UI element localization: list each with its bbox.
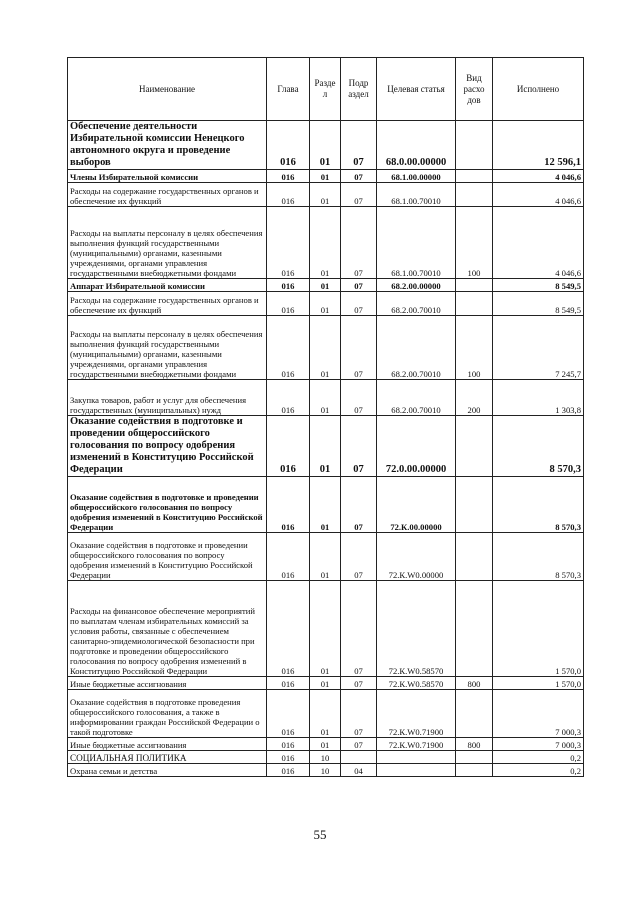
- row-glava: 016: [267, 121, 310, 170]
- row-razdel: 01: [310, 477, 341, 533]
- row-podrazdel: 07: [341, 738, 377, 751]
- row-podrazdel: 07: [341, 170, 377, 183]
- row-amount: 8 549,5: [493, 292, 584, 316]
- row-vid: [456, 533, 493, 581]
- row-razdel: 10: [310, 764, 341, 777]
- row-name: Охрана семьи и детства: [68, 764, 267, 777]
- row-glava: 016: [267, 533, 310, 581]
- row-podrazdel: 07: [341, 533, 377, 581]
- row-razdel: 01: [310, 316, 341, 380]
- row-vid: [456, 279, 493, 292]
- row-amount: 0,2: [493, 751, 584, 764]
- budget-table-sheet: [67, 57, 583, 777]
- row-razdel: 01: [310, 121, 341, 170]
- row-podrazdel: 07: [341, 316, 377, 380]
- row-target: 72.К.W0.00000: [377, 533, 456, 581]
- row-vid: 200: [456, 380, 493, 416]
- row-glava: 016: [267, 279, 310, 292]
- header-glava: Глава: [267, 58, 310, 121]
- row-amount: 8 570,3: [493, 477, 584, 533]
- row-name: Обеспечение деятельности Избирательной комиссии Ненецкого автономного округа и проведение выборов: [68, 121, 267, 170]
- row-razdel: 01: [310, 292, 341, 316]
- row-glava: 016: [267, 581, 310, 677]
- table-row: [68, 170, 584, 183]
- row-target: 68.2.00.70010: [377, 292, 456, 316]
- row-name: Оказание содействия в подготовке и проведении общероссийского голосования по вопросу одобрения изменений в Конституцию Российской Федерации: [68, 533, 267, 581]
- header-razdel: Разде л: [310, 58, 341, 121]
- row-name: Расходы на содержание государственных органов и обеспечение их функций: [68, 183, 267, 207]
- table-row: [68, 477, 584, 533]
- row-target: 68.2.00.00000: [377, 279, 456, 292]
- header-done: Исполнено: [493, 58, 584, 121]
- row-glava: 016: [267, 738, 310, 751]
- row-razdel: 01: [310, 581, 341, 677]
- row-target: 72.К.W0.71900: [377, 690, 456, 738]
- header-podrazdel: Подр аздел: [341, 58, 377, 121]
- table-row: [68, 677, 584, 690]
- row-target: 68.0.00.00000: [377, 121, 456, 170]
- row-vid: [456, 416, 493, 477]
- row-podrazdel: 07: [341, 581, 377, 677]
- row-target: 68.1.00.70010: [377, 207, 456, 279]
- table-row: [68, 738, 584, 751]
- table-row: [68, 121, 584, 170]
- row-target: 72.0.00.00000: [377, 416, 456, 477]
- table-row: [68, 581, 584, 677]
- row-amount: 12 596,1: [493, 121, 584, 170]
- row-amount: 4 046,6: [493, 183, 584, 207]
- row-vid: 800: [456, 738, 493, 751]
- row-glava: 016: [267, 183, 310, 207]
- row-podrazdel: 07: [341, 292, 377, 316]
- row-amount: 8 549,5: [493, 279, 584, 292]
- row-target: 68.1.00.70010: [377, 183, 456, 207]
- row-glava: 016: [267, 477, 310, 533]
- table-row: [68, 380, 584, 416]
- row-glava: 016: [267, 690, 310, 738]
- row-name: Закупка товаров, работ и услуг для обеспечения государственных (муниципальных) нужд: [68, 380, 267, 416]
- row-glava: 016: [267, 316, 310, 380]
- row-target: [377, 751, 456, 764]
- table-header-row: [68, 58, 584, 121]
- row-name: Члены Избирательной комиссии: [68, 170, 267, 183]
- table-row: [68, 764, 584, 777]
- budget-table: [67, 57, 584, 777]
- row-target: 72.К.W0.71900: [377, 738, 456, 751]
- table-row: [68, 292, 584, 316]
- row-amount: 8 570,3: [493, 533, 584, 581]
- row-vid: 800: [456, 677, 493, 690]
- row-razdel: 01: [310, 207, 341, 279]
- row-glava: 016: [267, 764, 310, 777]
- row-target: 72.К.W0.58570: [377, 581, 456, 677]
- header-vid: Вид расхо дов: [456, 58, 493, 121]
- row-razdel: 10: [310, 751, 341, 764]
- row-name: Расходы на выплаты персоналу в целях обеспечения выполнения функций государственными (муниципальными) органами, казенными учреждениями, органами управления государственными внебюджетными фондами: [68, 316, 267, 380]
- row-glava: 016: [267, 416, 310, 477]
- row-podrazdel: 07: [341, 279, 377, 292]
- row-name: Аппарат Избирательной комиссии: [68, 279, 267, 292]
- row-amount: 7 245,7: [493, 316, 584, 380]
- table-row: [68, 316, 584, 380]
- row-glava: 016: [267, 170, 310, 183]
- row-glava: 016: [267, 751, 310, 764]
- table-body: [68, 121, 584, 777]
- row-vid: [456, 292, 493, 316]
- table-row: [68, 751, 584, 764]
- row-name: СОЦИАЛЬНАЯ ПОЛИТИКА: [68, 751, 267, 764]
- row-podrazdel: 04: [341, 764, 377, 777]
- row-razdel: 01: [310, 380, 341, 416]
- page-number: 55: [313, 827, 327, 842]
- table-row: [68, 207, 584, 279]
- row-name: Расходы на выплаты персоналу в целях обеспечения выполнения функций государственными (муниципальными) органами, казенными учреждениями, органами управления государственными внебюджетными фондами: [68, 207, 267, 279]
- row-name: Оказание содействия в подготовке и проведении общероссийского голосования по вопросу одобрения изменений в Конституцию Российской Федерации: [68, 477, 267, 533]
- row-vid: [456, 477, 493, 533]
- table-row: [68, 183, 584, 207]
- row-vid: [456, 751, 493, 764]
- row-name: Оказание содействия в подготовке и проведении общероссийского голосования по вопросу одобрения изменений в Конституцию Российской Федерации: [68, 416, 267, 477]
- row-razdel: 01: [310, 170, 341, 183]
- row-amount: 8 570,3: [493, 416, 584, 477]
- row-podrazdel: 07: [341, 380, 377, 416]
- row-razdel: 01: [310, 533, 341, 581]
- row-podrazdel: [341, 751, 377, 764]
- row-vid: 100: [456, 316, 493, 380]
- row-vid: [456, 764, 493, 777]
- header-name: Наименование: [68, 58, 267, 121]
- row-podrazdel: 07: [341, 207, 377, 279]
- row-podrazdel: 07: [341, 690, 377, 738]
- row-podrazdel: 07: [341, 677, 377, 690]
- row-razdel: 01: [310, 738, 341, 751]
- row-name: Иные бюджетные ассигнования: [68, 738, 267, 751]
- row-podrazdel: 07: [341, 416, 377, 477]
- row-amount: 1 570,0: [493, 581, 584, 677]
- table-row: [68, 533, 584, 581]
- row-target: 68.1.00.00000: [377, 170, 456, 183]
- row-vid: [456, 581, 493, 677]
- row-target: [377, 764, 456, 777]
- row-target: 72.К.00.00000: [377, 477, 456, 533]
- row-amount: 1 570,0: [493, 677, 584, 690]
- row-razdel: 01: [310, 279, 341, 292]
- header-target: Целевая статья: [377, 58, 456, 121]
- row-podrazdel: 07: [341, 183, 377, 207]
- row-name: Оказание содействия в подготовке проведения общероссийского голосования, а также в информировании граждан Российской Федерации о такой подготовке: [68, 690, 267, 738]
- row-razdel: 01: [310, 677, 341, 690]
- row-podrazdel: 07: [341, 477, 377, 533]
- row-vid: [456, 170, 493, 183]
- row-razdel: 01: [310, 416, 341, 477]
- row-razdel: 01: [310, 690, 341, 738]
- row-vid: 100: [456, 207, 493, 279]
- row-target: 72.К.W0.58570: [377, 677, 456, 690]
- row-glava: 016: [267, 207, 310, 279]
- row-amount: 4 046,6: [493, 170, 584, 183]
- row-podrazdel: 07: [341, 121, 377, 170]
- row-target: 68.2.00.70010: [377, 380, 456, 416]
- table-row: [68, 690, 584, 738]
- row-amount: 0,2: [493, 764, 584, 777]
- row-name: Иные бюджетные ассигнования: [68, 677, 267, 690]
- row-amount: 7 000,3: [493, 738, 584, 751]
- row-vid: [456, 121, 493, 170]
- row-amount: 1 303,8: [493, 380, 584, 416]
- table-row: [68, 279, 584, 292]
- row-amount: 4 046,6: [493, 207, 584, 279]
- row-glava: 016: [267, 292, 310, 316]
- row-target: 68.2.00.70010: [377, 316, 456, 380]
- row-razdel: 01: [310, 183, 341, 207]
- row-amount: 7 000,3: [493, 690, 584, 738]
- row-name: Расходы на содержание государственных органов и обеспечение их функций: [68, 292, 267, 316]
- row-glava: 016: [267, 677, 310, 690]
- row-name: Расходы на финансовое обеспечение мероприятий по выплатам членам избирательных комиссий за условия работы, связанные с обеспечением санитарно-эпидемиологической безопасности при подготовке и проведении общероссийского голосования по вопросу одобрения изменений в Конституцию Российской Федерации: [68, 581, 267, 677]
- table-row: [68, 416, 584, 477]
- row-vid: [456, 183, 493, 207]
- row-vid: [456, 690, 493, 738]
- row-glava: 016: [267, 380, 310, 416]
